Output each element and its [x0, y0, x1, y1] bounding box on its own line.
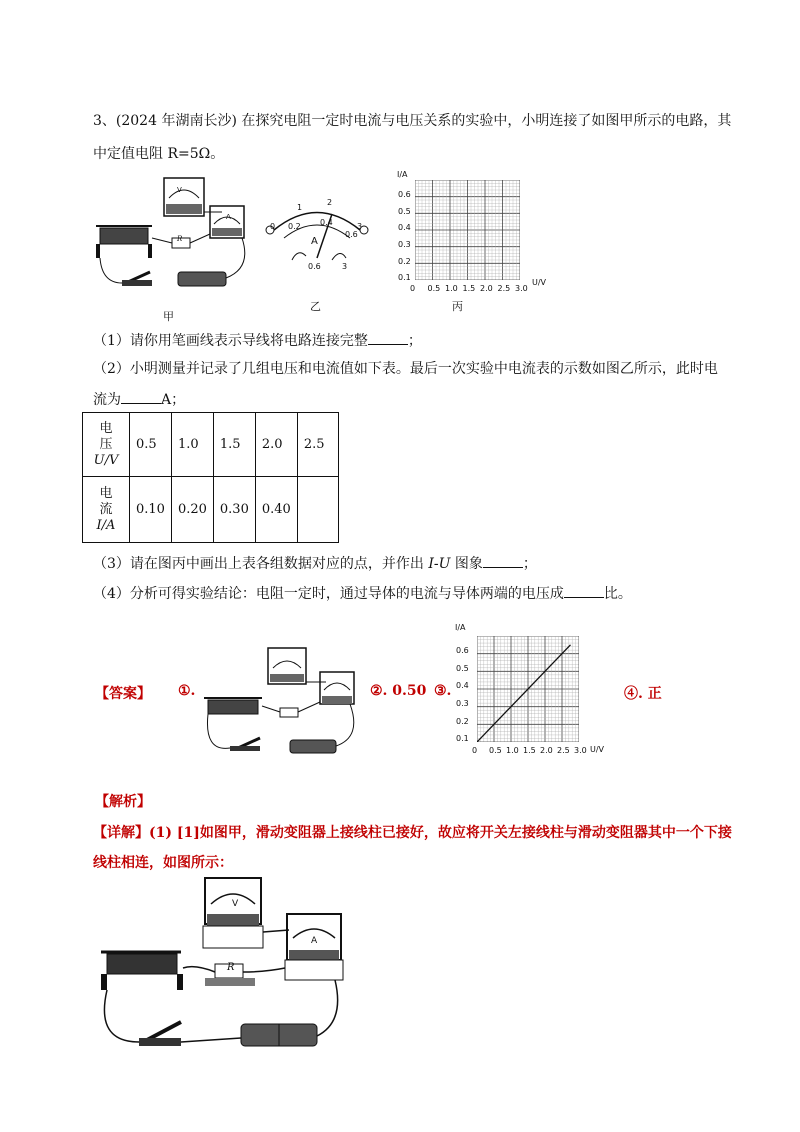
dial-label-5: 0.4: [320, 218, 333, 227]
detail-circuit-figure: [95, 872, 355, 1072]
caption-yi: 乙: [310, 300, 321, 313]
table-cell: 0.20: [171, 477, 213, 543]
answer-y-tick-label: 0.6: [456, 646, 469, 655]
answer-x-tick-label: 0.5: [489, 746, 502, 755]
detail-line-2: 线柱相连，如图所示：: [93, 855, 233, 871]
bing-y-tick-label: 0.5: [398, 206, 411, 216]
bing-x-tick-label: 3.0: [515, 284, 528, 293]
answer-y-tick-label: 0.4: [456, 681, 469, 691]
bing-x-tick-label: 0: [410, 284, 416, 293]
bing-y-tick-label: 0.1: [398, 273, 411, 283]
part-4: （4）分析可得实验结论：电阻一定时，通过导体的电流与导体两端的电压成 比。: [93, 586, 632, 602]
detail-ammeter-label: A: [311, 936, 318, 946]
bing-y-tick-label: 0.4: [398, 223, 411, 233]
answer-blank-2[interactable]: [121, 391, 161, 404]
answer-x-tick-label: 1.5: [523, 746, 536, 755]
table-row-voltage: [83, 413, 339, 477]
answer-y-tick-label: 0.5: [456, 663, 469, 673]
table-cell: 1.5: [213, 413, 255, 477]
table-head-current: 电 流 I/A: [83, 477, 130, 543]
table-cell: 0.40: [255, 477, 297, 543]
part-2-line-1: （2）小明测量并记录了几组电压和电流值如下表。最后一次实验中电流表的示数如图乙所示，此时电: [93, 361, 718, 377]
dial-label-1: 1: [297, 203, 303, 212]
ammeter-label: A: [226, 213, 231, 221]
dial-label-2: 2: [327, 198, 333, 207]
bing-x-tick-label: 2.5: [497, 284, 511, 293]
table-head-voltage: 电 压 U/V: [83, 413, 130, 477]
bing-y-tick-label: 0.3: [398, 240, 411, 249]
answer-x-tick-label: 0: [472, 746, 478, 755]
graph-bing-ylabel: I/A: [397, 170, 408, 179]
answer-graph-xlabel: U/V: [590, 745, 605, 754]
table-cell: 0.10: [130, 477, 172, 543]
detail-voltmeter-label: V: [232, 899, 239, 909]
caption-bing: 丙: [452, 300, 463, 313]
answer-x-tick-label: 1.0: [506, 746, 519, 755]
i-u-line: [477, 645, 571, 742]
table-cell-empty[interactable]: [297, 477, 338, 543]
answer-blank-3[interactable]: [483, 555, 523, 568]
answer-4: ④. 正: [624, 686, 662, 702]
dial-label-9: 3: [342, 262, 348, 271]
answer-1: ①.: [178, 683, 196, 699]
answer-y-tick-label: 0.1: [456, 734, 469, 744]
dial-label-7: A: [311, 236, 318, 247]
answer-x-tick-label: 3.0: [574, 746, 587, 755]
answer-y-tick-label: 0.2: [456, 716, 469, 726]
answer-label: 【答案】: [95, 686, 151, 702]
resistor-label: R: [177, 235, 183, 243]
table-cell: 0.30: [213, 477, 255, 543]
answer-blank-1[interactable]: [368, 332, 408, 345]
caption-jia: 甲: [163, 310, 174, 323]
data-table: [82, 412, 339, 543]
graph-bing-xlabel: U/V: [532, 278, 547, 287]
dial-label-4: 0.2: [288, 222, 301, 231]
detail-line-1: 【详解】(1) [1]如图甲，滑动变阻器上接线柱已接好，故应将开关左接线柱与滑动变阻器其中一个下接: [93, 825, 732, 841]
answer-x-tick-label: 2.0: [540, 746, 553, 755]
answer-blank-4[interactable]: [564, 585, 604, 598]
dial-label-0: 0: [270, 222, 276, 231]
part-2-line-2: 流为 A；: [93, 392, 186, 408]
grid-figure-bing: [415, 180, 520, 280]
answer-2: ②. 0.50: [370, 683, 427, 699]
answer-3: ③.: [434, 683, 452, 699]
bing-x-tick-label: 1.0: [445, 284, 458, 293]
question-line-1: 3、(2024 年湖南长沙) 在探究电阻一定时电流与电压关系的实验中，小明连接了如图甲所示的电路，其: [93, 113, 732, 129]
bing-x-tick-label: 1.5: [462, 284, 476, 293]
part-1: （1）请你用笔画线表示导线将电路连接完整 ；: [93, 333, 422, 349]
answer-graph-ylabel: I/A: [455, 623, 466, 632]
dial-label-6: 0.6: [345, 230, 358, 239]
bing-y-tick-label: 0.6: [398, 190, 411, 199]
part-3: （3）请在图丙中画出上表各组数据对应的点，并作出 I-U 图象 ；: [93, 556, 537, 572]
answer-circuit-figure: [200, 642, 360, 762]
analysis-label: 【解析】: [95, 794, 151, 810]
answer-x-tick-label: 2.5: [557, 746, 570, 755]
bing-x-tick-label: 2.0: [480, 284, 493, 293]
table-row-current: [83, 477, 339, 543]
voltmeter-label: V: [177, 186, 182, 194]
detail-resistor-label: R: [227, 962, 235, 973]
answer-graph: [477, 636, 579, 742]
question-line-2: 中定值电阻 R=5Ω。: [93, 146, 225, 162]
table-cell: 0.5: [130, 413, 172, 477]
answer-y-tick-label: 0.3: [456, 699, 469, 708]
table-cell: 2.5: [297, 413, 338, 477]
dial-label-3: 3: [357, 222, 363, 231]
bing-y-tick-label: 0.2: [398, 256, 411, 266]
bing-x-tick-label: 0.5: [427, 284, 441, 293]
table-cell: 1.0: [171, 413, 213, 477]
dial-label-8: 0.6: [308, 262, 321, 271]
table-cell: 2.0: [255, 413, 297, 477]
